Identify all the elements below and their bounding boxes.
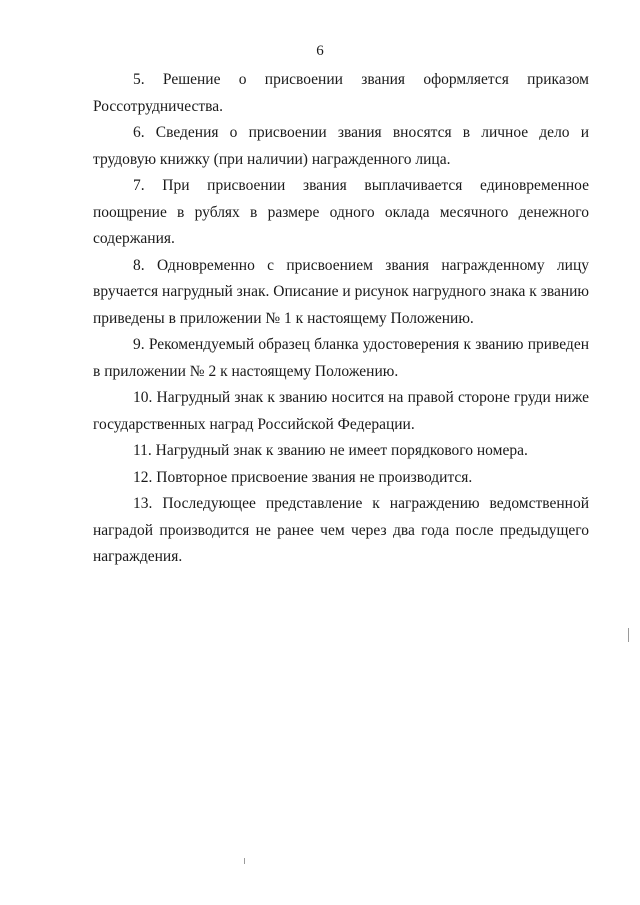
paragraph-5: 5. Решение о присвоении звания оформляется приказом Россотрудничества. xyxy=(93,71,589,115)
page-number: 6 xyxy=(316,43,324,59)
paragraph-13: 13. Последующее представление к награждению ведомственной наградой производится не ранее чем через два года после предыдущего награждения. xyxy=(93,495,589,565)
paragraph-12: 12. Повторное присвоение звания не производится. xyxy=(133,468,473,486)
paragraph-7: 7. При присвоении звания выплачивается единовременное поощрение в рублях в размере одного оклада месячного денежного содержания. xyxy=(93,177,589,247)
scan-artifact-bottom xyxy=(244,858,245,864)
paragraph-8: 8. Одновременно с присвоением звания награжденному лицу вручается нагрудный знак. Описание и рисунок нагрудного знака к званию приведены в приложении № 1 к настоящему Положению. xyxy=(93,256,589,327)
document-body xyxy=(93,67,589,571)
paragraph-9: 9. Рекомендуемый образец бланка удостоверения к званию приведен в приложении № 2 к настоящему Положению. xyxy=(93,336,589,380)
paragraph-6: 6. Сведения о присвоении звания вносятся в личное дело и трудовую книжку (при наличии) награжденного лица. xyxy=(93,124,589,168)
paragraph-11: 11. Нагрудный знак к званию не имеет порядкового номера. xyxy=(133,442,528,459)
paragraph-10: 10. Нагрудный знак к званию носится на правой стороне груди ниже государственных наград Российской Федерации. xyxy=(93,389,589,433)
scan-artifact-right xyxy=(628,628,629,642)
